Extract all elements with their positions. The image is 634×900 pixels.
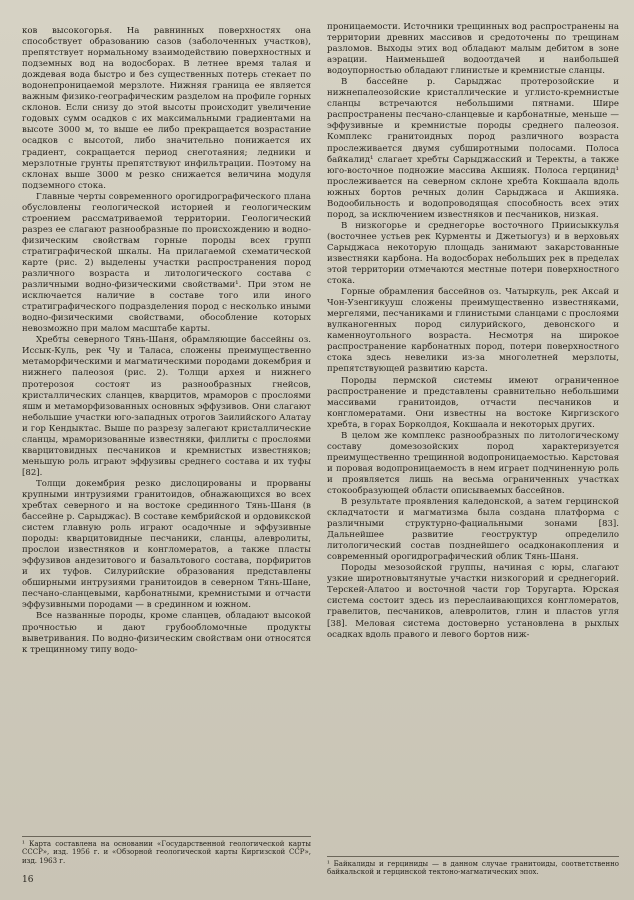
paragraph: Горные обрамления бассейнов оз. Чатыркуль, рек Аксай и Чон-Узенгикууш сложены преимущественно известняками, мергелями, песчаниками и глинистыми сланцами с прослоями вулканогенных пород силурийского, девонского и каменноугольного возраста. Несмотря на широкое распространение карбонатных пород, потери поверхностного стока здесь невелики из-за многолетней мерзлоты, препятствующей развитию карста. [327,287,619,375]
paragraph: В целом же комплекс разнообразных по литологическому составу домезозойских пород характеризуется преимущественно трещинной водопроницаемостью. Карстовая и поровая водопроницаемость в нем играет подчиненную роль и проявляется лишь на весьма ограниченных участках стокообразующей области описываемых бассейнов. [327,430,619,496]
paragraph: В низкогорье и среднегорье восточного Приисыккулья (восточнее устьев рек Курменты и Джетыогуз) и в верховьях Сарыджаса некоторую площадь занимают закарстованные известняки карбона. На водосборах небольших рек в пределах этой территории отмечаются местные потери поверхностного стока. [327,220,619,287]
paragraph: Толщи докембрия резко дислоцированы и прорваны крупными интрузиями гранитоидов, обнажающихся во всех хребтах северного и на востоке срединного Тянь-Шаня (в бассейне р. Сарыджас). В составе кембрийской и ордовикской систем главную роль играют осадочные и эффузивные породы: кварцитовидные песчаники, сланцы, алевролиты, прослои известняков и конгломератов, а также пласты эффузивов андезитового и базальтового состава, порфиритов и их туфов. Силурийские образования представлены обширными интрузиями гранитоидов в северном Тянь-Шане, песчано-сланцевыми, карбонатными, кремнистыми и отчасти эффузивными породами — в срединном и южном. [22,478,311,611]
paragraph: В бассейне р. Сарыджас протерозойские и нижнепалеозойские кристаллические и углисто-кремнистые сланцы встречаются небольшими пятнами. Шире распространены песчано-сланцевые и карбонатные, меньше — эффузивные и кремнистые породы среднего палеозоя. Комплекс гранитоидных пород различного возраста прослеживается двумя субширотными полосами. Полоса байкалид¹ слагает хребты Сарыджасский и Теректы, а также юго-восточное подножие массива Акшияк. Полоса герцинид¹ прослеживается на северном склоне хребта Кокшаала вдоль южных бортов речных долин Сарыджаса и Акшияка. Водообильность и водопроводящая способность всех этих пород, за исключением известняков и песчаников, низкая. [327,77,619,220]
paragraph: проницаемости. Источники трещинных вод распространены на территории древних массивов и средоточены по трещинам разломов. Выходы этих вод обладают малым дебитом в зоне аэрации. Наименьшей водоотдачей и наибольшей водоупорностью обладают глинистые и кремнистые сланцы. [327,22,619,77]
paragraph: Породы пермской системы имеют ограниченное распространение и представлены сравнительно небольшими массивами гранитоидов, отчасти песчаников и конгломератами. Они известны на востоке Киргизского хребта, в горах Борколдоя, Кокшаала и некоторых других. [327,375,619,430]
footnote-left: ¹ Карта составлена на основании «Государственной геологической карты СССР», изд. 1956 г. и «Обзорной геологической карты Киргизской ССР», изд. 1963 г. [22,836,311,865]
page-number: 16 [22,875,34,885]
left-column [22,26,311,656]
paragraph: Все названные породы, кроме сланцев, обладают высокой прочностью и дают грубообломочные продукты выветривания. По водно-физическим свойствам они относятся к трещинному типу водо- [22,611,311,655]
paragraph: Хребты северного Тянь-Шаня, обрамляющие бассейны оз. Иссык-Куль, рек Чу и Таласа, сложены преимущественно метаморфическими и магматическими породами докембрия и нижнего палеозоя (рис. 2). Толщи архея и нижнего протерозоя состоят из разнообразных гнейсов, кристаллических сланцев, кварцитов, мраморов с прослоями яшм и метаморфизованных основных эффузивов. Они слагают небольшие участки юго-западных отрогов Заилийского Алатау и гор Кендыктас. Выше по разрезу залегают кристаллические сланцы, мраморизованные известняки, филлиты с прослоями кварцитовидных песчаников и кремнистых известняков; меньшую роль играют эффузивы среднего состава и их туфы [82]. [22,335,312,478]
paragraph: ков высокогорья. На равнинных поверхностях она способствует образованию сазов (заболоченных участков), препятствует нормальному взаимодействию поверхностных и подземных вод на водосборах. В летнее время талая и дождевая вода быстро и без существенных потерь стекает по водонепроницаемой мерзлоте. Нижняя граница ее является важным физико-географическим разделом на профиле горных склонов. Если снизу до этой высоты происходит увеличение годовых сумм осадков с их максимальными градиентами на высоте 3000 м, то выше ее либо прекращается возрастание осадков с высотой, либо значительно понижается их градиент, сокращается период снеготаяния; ледники и мерзлотные грунты препятствуют инфильтрации. Поэтому на склонах выше 3000 м резко снижается величина модуля подземного стока. [22,26,311,191]
right-column [327,22,619,641]
paragraph: Главные черты современного орогидрографического плана обусловлены геологической историей и геологическим строением рассматриваемой территории. Геологический разрез ее слагают разнообразные по происхождению и водно-физическим свойствам горные породы всех групп стратиграфической шкалы. На прилагаемой схематической карте (рис. 2) выделены участки распространения пород различного возраста и литологического состава с различными водно-физическими свойствами¹. При этом не исключается наличие в составе того или иного стратиграфического подразделения пород с несколько иными водно-физическими свойствами, обособление которых невозможно при малом масштабе карты. [22,191,311,335]
footnote-right: ¹ Байкалиды и герциниды — в данном случае гранитоиды, соответственно байкальской и герцинской тектоно-магматических эпох. [327,856,619,877]
paragraph: Породы мезозойской группы, начиная с юры, слагают узкие широтновытянутые участки низкогорий и среднегорий. Терскей-Алатоо и восточной части гор Торугарта. Юрская система состоит здесь из переслаивающихся конгломератов, гравелитов, песчаников, алевролитов, глин и пластов угля [38]. Меловая система достоверно установлена в рыхлых осадках вдоль правого и левого бортов ниж- [327,563,619,640]
paragraph: В результате проявления каледонской, а затем герцинской складчатости и магматизма была создана платформа с различными структурно-фациальными зонами [83]. Дальнейшее развитие геоструктур определило литологический состав позднейшего осадконакопления и современный орогидрографический облик Тянь-Шаня. [327,497,619,563]
